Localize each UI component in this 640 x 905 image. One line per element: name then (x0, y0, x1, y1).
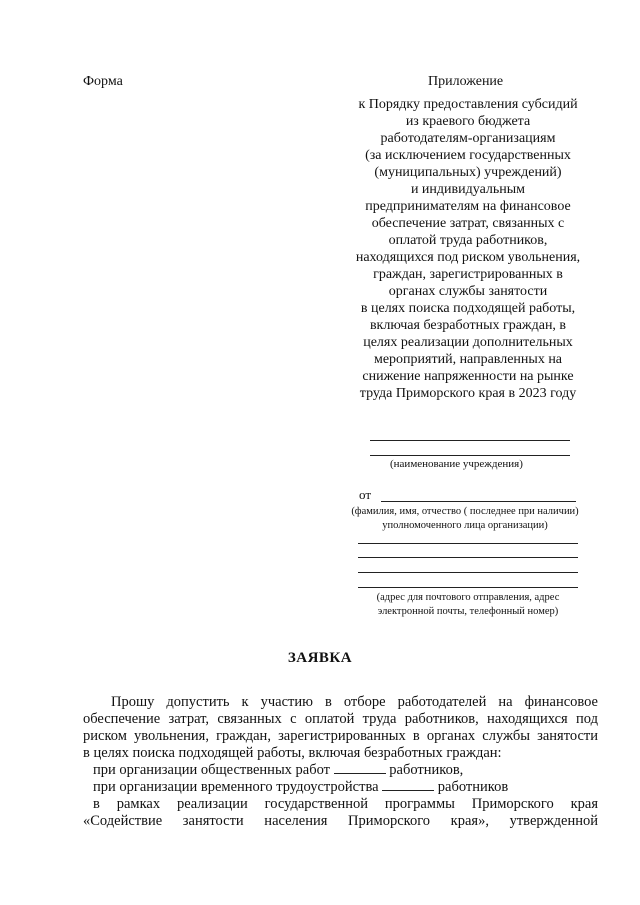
from-label: от (359, 487, 372, 502)
temp-employment-label: при организации временного трудоустройства (93, 779, 379, 795)
appendix-line: мероприятий, направленных на (373, 352, 563, 367)
address-line-4[interactable] (358, 587, 578, 588)
temp-employment-count-field[interactable] (382, 789, 434, 791)
public-works-row (83, 762, 598, 779)
appendix-line: (за исключением государственных (365, 148, 571, 163)
appendix-line: работодателям-организациям (380, 131, 556, 146)
address-line-1[interactable] (358, 543, 578, 544)
appendix-line: органах службы занятости (388, 284, 548, 299)
document-title: ЗАЯВКА (287, 650, 353, 666)
address-caption-line: электронной почты, телефонный номер) (377, 606, 559, 617)
body-line: в целях поиска подходящей работы, включая безработных граждан: (83, 745, 502, 761)
application-body (83, 694, 598, 830)
body-line: обеспечение затрат, связанных с оплатой труда работников, находящихся под (83, 711, 598, 727)
public-works-label: при организации общественных работ (93, 762, 331, 778)
person-caption-line: уполномоченного лица организации) (382, 520, 548, 531)
appendix-line: из краевого бюджета (405, 114, 531, 129)
appendix-line: и индивидуальным (410, 182, 526, 197)
appendix-line: снижение напряженности на рынке (362, 369, 574, 384)
person-caption-line: (фамилия, имя, отчество ( последнее при наличии) (351, 506, 579, 517)
person-caption (340, 505, 590, 533)
public-works-count-field[interactable] (334, 772, 386, 774)
appendix-line: находящихся под риском увольнения, (355, 250, 581, 265)
body-line: «Содействие занятости населения Приморского края», утвержденной (83, 813, 598, 829)
appendix-line: к Порядку предоставления субсидий (358, 97, 578, 112)
appendix-line: граждан, зарегистрированных в (373, 267, 563, 282)
appendix-line: труда Приморского края в 2023 году (359, 386, 577, 401)
institution-line-1[interactable] (370, 440, 570, 441)
body-line: риском увольнения, граждан, зарегистрированных в органах службы занятости (83, 728, 598, 744)
address-caption (340, 591, 596, 619)
appendix-line: целях реализации дополнительных (363, 335, 573, 350)
address-line-3[interactable] (358, 572, 578, 573)
appendix-line: включая безработных граждан, в (369, 318, 567, 333)
temp-employment-suffix: работников (437, 779, 509, 795)
institution-caption: (наименование учреждения) (390, 458, 523, 470)
address-line-2[interactable] (358, 557, 578, 558)
appendix-line: предпринимателям на финансовое (365, 199, 571, 214)
appendix-text (330, 96, 606, 402)
public-works-suffix: работников, (389, 762, 464, 778)
appendix-line: обеспечение затрат, связанных с (371, 216, 565, 231)
institution-line-2[interactable] (370, 455, 570, 456)
form-label: Форма (83, 74, 123, 89)
appendix-line: в целях поиска подходящей работы, (360, 301, 576, 316)
appendix-line: оплатой труда работников, (388, 233, 548, 248)
temp-employment-row (83, 779, 598, 796)
appendix-line: (муниципальных) учреждений) (374, 165, 562, 180)
body-line: Прошу допустить к участию в отборе работодателей на финансовое (111, 694, 598, 710)
appendix-title: Приложение (428, 74, 504, 89)
address-caption-line: (адрес для почтового отправления, адрес (376, 592, 560, 603)
from-name-line[interactable] (381, 501, 576, 502)
body-line: в рамках реализации государственной программы Приморского края (93, 796, 598, 812)
